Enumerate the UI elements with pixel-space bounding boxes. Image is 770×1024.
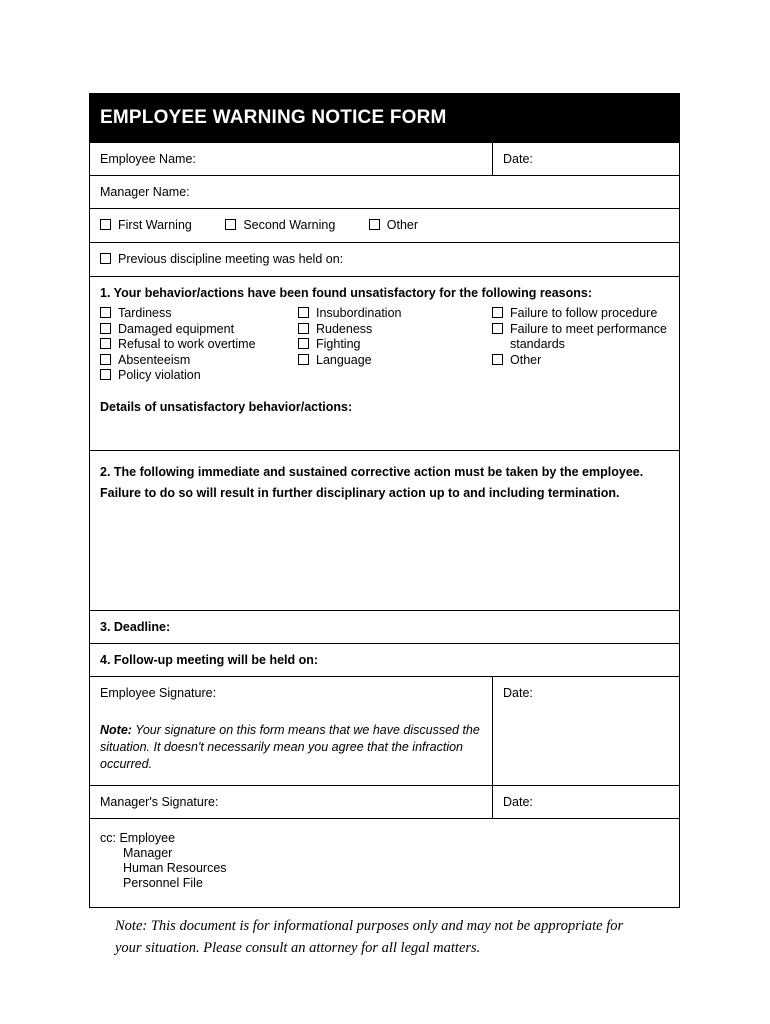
manager-name-label: Manager Name: <box>100 185 190 199</box>
employee-signature-field[interactable] <box>90 677 493 785</box>
checkbox-label: Language <box>316 352 372 367</box>
checkbox-label: Damaged equipment <box>118 321 235 336</box>
manager-signature-field[interactable] <box>90 786 493 818</box>
checkbox-failure-to-meet-performance-standards[interactable] <box>492 322 669 338</box>
checkbox-label: Other <box>386 218 419 232</box>
signature-note <box>90 700 492 785</box>
checkbox-label: First Warning <box>118 218 192 232</box>
cc-item-personnel-file: Personnel File <box>123 875 203 890</box>
reason-column-1 <box>100 306 298 384</box>
checkbox-label: Other <box>510 352 542 367</box>
checkbox-second-warning[interactable] <box>225 218 335 233</box>
checkbox-icon[interactable] <box>225 219 236 230</box>
checkbox-icon[interactable] <box>100 338 111 349</box>
details-input-area[interactable] <box>90 422 679 450</box>
section-1-row <box>90 276 679 450</box>
cc-row <box>90 818 679 907</box>
checkbox-refusal-to-work-overtime[interactable] <box>100 337 298 353</box>
checkbox-label: Insubordination <box>316 306 402 320</box>
section-2-heading <box>90 451 679 514</box>
section-4-followup[interactable]: 4. Follow-up meeting will be held on: <box>100 652 319 667</box>
manager-name-field[interactable] <box>90 176 679 208</box>
date-field-3[interactable] <box>493 786 679 818</box>
manager-name-row <box>90 175 679 208</box>
reason-column-3 <box>492 306 669 384</box>
footer-disclaimer <box>0 915 770 959</box>
checkbox-label: Failure to follow procedure <box>510 306 658 320</box>
checkbox-policy-violation[interactable] <box>100 368 298 384</box>
footer-line-1: Note: This document is for informational purposes only and may not be appropriate for <box>115 918 624 934</box>
checkbox-icon[interactable] <box>369 219 380 230</box>
employee-signature-label: Employee Signature: <box>100 685 217 700</box>
checkbox-insubordination[interactable] <box>298 306 492 322</box>
employee-name-field[interactable] <box>90 143 493 175</box>
footer-line-2: your situation. Please consult an attorney for all legal matters. <box>115 940 481 956</box>
employee-name-label: Employee Name: <box>100 152 196 166</box>
date-label-2: Date: <box>503 685 533 700</box>
section-2 <box>90 451 679 610</box>
checkbox-other-reason[interactable] <box>492 353 669 369</box>
checkbox-label: Absenteeism <box>118 352 191 367</box>
reason-continuation-text: standards <box>510 337 565 351</box>
checkbox-language[interactable] <box>298 353 492 369</box>
checkbox-icon[interactable] <box>298 354 309 365</box>
checkbox-label: Refusal to work overtime <box>118 337 256 351</box>
checkbox-icon[interactable] <box>100 219 111 230</box>
warning-type-row <box>90 208 679 242</box>
employee-warning-notice-form <box>89 93 680 908</box>
checkbox-icon[interactable] <box>100 307 111 318</box>
checkbox-previous-discipline[interactable] <box>100 252 343 267</box>
checkbox-icon[interactable] <box>100 323 111 334</box>
section-1-heading: 1. Your behavior/actions have been found unsatisfactory for the following reasons: <box>100 286 592 300</box>
date-field-1[interactable] <box>493 143 679 175</box>
checkbox-rudeness[interactable] <box>298 322 492 338</box>
checkbox-label: Rudeness <box>316 321 373 336</box>
checkbox-icon[interactable] <box>298 323 309 334</box>
checkbox-first-warning[interactable] <box>100 218 192 233</box>
signature-note-text: Your signature on this form means that we have discussed the situation. It doesn't necessarily mean you agree that the infraction occurred. <box>100 722 480 771</box>
section-3-row <box>90 610 679 643</box>
section-2-input-area[interactable] <box>90 514 679 610</box>
checkbox-icon[interactable] <box>100 369 111 380</box>
employee-signature-row <box>90 676 679 785</box>
checkbox-icon[interactable] <box>100 253 111 264</box>
checkbox-failure-to-follow-procedure[interactable] <box>492 306 669 322</box>
checkbox-tardiness[interactable] <box>100 306 298 322</box>
cc-item-manager: Manager <box>123 845 173 860</box>
checkbox-damaged-equipment[interactable] <box>100 322 298 338</box>
section-2-line-2: Failure to do so will result in further disciplinary action up to and including termination. <box>100 485 620 500</box>
checkbox-label: Second Warning <box>243 218 336 232</box>
checkbox-icon[interactable] <box>492 323 503 334</box>
previous-discipline-field <box>90 243 679 276</box>
checkbox-label: Tardiness <box>118 306 172 320</box>
details-label: Details of unsatisfactory behavior/actions: <box>100 399 353 414</box>
checkbox-label: Policy violation <box>118 368 201 382</box>
section-3-deadline[interactable]: 3. Deadline: <box>100 619 171 634</box>
previous-discipline-row <box>90 242 679 276</box>
section-1 <box>90 277 679 450</box>
section-4-row <box>90 643 679 676</box>
date-field-2[interactable] <box>493 677 679 785</box>
employee-name-row <box>90 142 679 175</box>
reason-columns <box>90 306 679 386</box>
cc-list <box>90 819 237 907</box>
checkbox-absenteeism[interactable] <box>100 353 298 369</box>
checkbox-icon[interactable] <box>492 354 503 365</box>
checkbox-other-warning[interactable] <box>369 218 418 233</box>
manager-signature-row <box>90 785 679 818</box>
checkbox-icon[interactable] <box>492 307 503 318</box>
section-2-line-1: 2. The following immediate and sustained corrective action must be taken by the employee. <box>100 464 644 479</box>
checkbox-icon[interactable] <box>100 354 111 365</box>
reason-column-2 <box>298 306 492 384</box>
cc-label: cc: Employee <box>100 830 176 845</box>
warning-type-options <box>90 209 679 242</box>
checkbox-icon[interactable] <box>298 307 309 318</box>
checkbox-label: Failure to meet performance <box>510 321 668 336</box>
cc-item-human-resources: Human Resources <box>123 860 227 875</box>
manager-signature-label: Manager's Signature: <box>100 794 219 809</box>
section-2-row <box>90 450 679 610</box>
date-label-1: Date: <box>503 152 533 166</box>
checkbox-fighting[interactable] <box>298 337 492 353</box>
signature-note-prefix: Note: <box>100 722 132 737</box>
checkbox-label: Previous discipline meeting was held on: <box>118 252 344 266</box>
checkbox-label: Fighting <box>316 337 361 351</box>
date-label-3: Date: <box>503 794 533 809</box>
checkbox-icon[interactable] <box>298 338 309 349</box>
form-title: EMPLOYEE WARNING NOTICE FORM <box>90 94 679 142</box>
